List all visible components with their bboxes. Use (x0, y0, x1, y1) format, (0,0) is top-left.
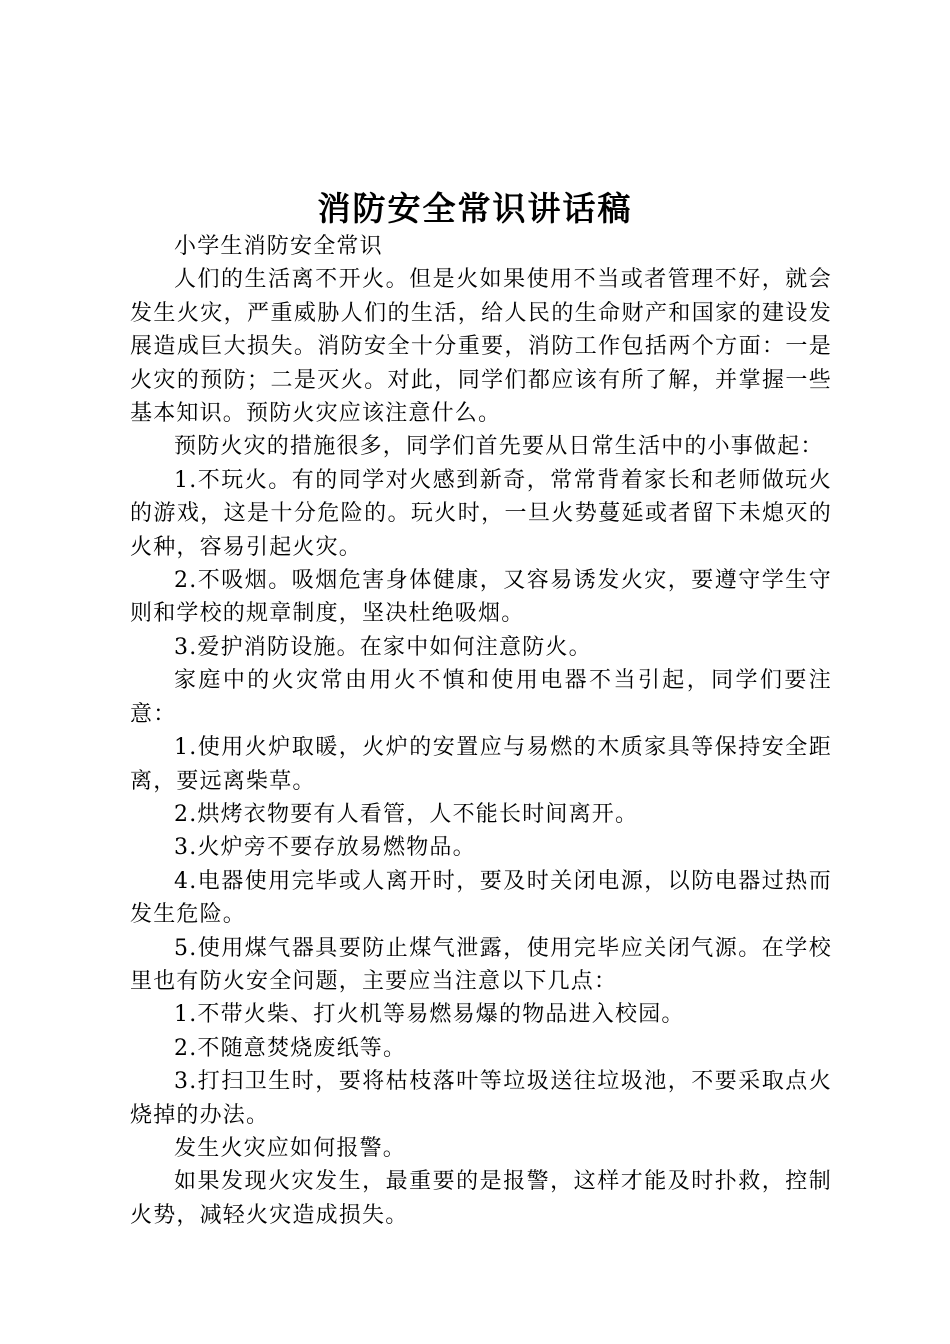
list-item: 4.电器使用完毕或人离开时，要及时关闭电源，以防电器过热而发生危险。 (130, 868, 832, 928)
list-item: 1.不带火柴、打火机等易燃易爆的物品进入校园。 (174, 1002, 685, 1028)
list-item: 5.使用煤气器具要防止煤气泄露，使用完毕应关闭气源。在学校里也有防火安全问题，主要应当注意以下几点： (130, 935, 832, 994)
report-heading-paragraph: 发生火灾应如何报警。 (174, 1135, 407, 1161)
home-fire-intro-paragraph: 家庭中的火灾常由用火不慎和使用电器不当引起，同学们要注意： (130, 668, 832, 727)
list-item: 2.不吸烟。吸烟危害身体健康，又容易诱发火灾，要遵守学生守则和学校的规章制度，坚决杜绝吸烟。 (130, 568, 832, 627)
document-body (130, 230, 832, 1232)
list-item: 3.打扫卫生时，要将枯枝落叶等垃圾送往垃圾池，不要采取点火烧掉的办法。 (130, 1069, 832, 1128)
intro-paragraph: 人们的生活离不开火。但是火如果使用不当或者管理不好，就会发生火灾，严重威胁人们的生活，给人民的生命财产和国家的建设发展造成巨大损失。消防安全十分重要，消防工作包括两个方面：一是火灾的预防；二是灭火。对此，同学们都应该有所了解，并掌握一些基本知识。预防火灾应该注意什么。 (130, 267, 832, 427)
report-paragraph: 如果发现火灾发生，最重要的是报警，这样才能及时扑救，控制火势，减轻火灾造成损失。 (130, 1169, 832, 1228)
list-item: 3.爱护消防设施。在家中如何注意防火。 (174, 634, 592, 660)
prevention-intro-paragraph: 预防火灾的措施很多，同学们首先要从日常生活中的小事做起： (174, 434, 824, 460)
list-item: 2.不随意焚烧废纸等。 (174, 1035, 407, 1061)
subtitle-paragraph: 小学生消防安全常识 (174, 234, 383, 259)
list-item: 1.使用火炉取暖，火炉的安置应与易燃的木质家具等保持安全距离，要远离柴草。 (130, 735, 832, 794)
document-title: 消防安全常识讲话稿 (317, 189, 633, 228)
list-item: 2.烘烤衣物要有人看管，人不能长时间离开。 (174, 801, 639, 827)
list-item: 3.火炉旁不要存放易燃物品。 (174, 835, 476, 861)
list-item: 1.不玩火。有的同学对火感到新奇，常常背着家长和老师做玩火的游戏，这是十分危险的。玩火时，一旦火势蔓延或者留下未熄灭的火种，容易引起火灾。 (130, 467, 832, 560)
